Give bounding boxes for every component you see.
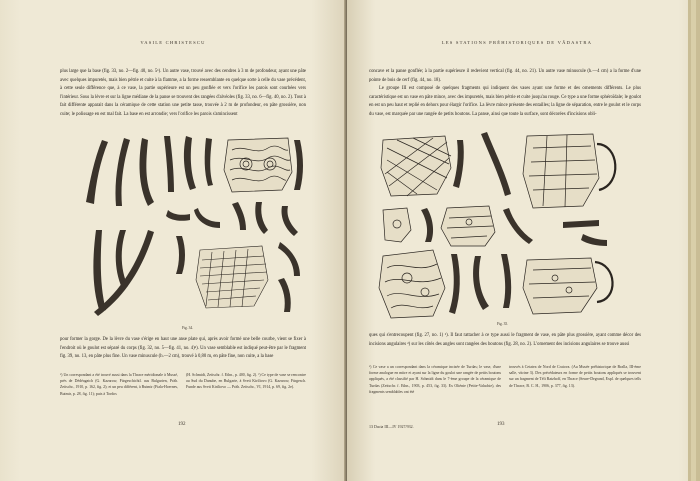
- figure-34-label: Fig. 34.: [182, 326, 194, 330]
- incised-sherd: [196, 246, 268, 308]
- sherd-profile: [93, 230, 106, 312]
- sherd-profile: [184, 136, 196, 190]
- left-page: [0, 0, 346, 481]
- sherd-profile: [164, 136, 174, 192]
- right-footnote-col-1: [369, 364, 501, 396]
- page-edge-strip: [688, 0, 700, 481]
- sherd-profile: [232, 202, 246, 230]
- incised-sherd: [381, 136, 451, 196]
- sherd-profile: [449, 254, 460, 314]
- sherd-profile: [278, 242, 300, 276]
- right-paragraph-top-2-text: Le groupe III est composé de quelques fragments qui indiquent des vases ayant une forme et des ornements différents. Le plus caractéristique est un vase en pâte mince, avec des impuretés, mais bien pétrie et cuite jusqu'au rouge. Ce type a une forme sphéroïdale; le goulot en est un peu haut et replié en dehors pour élargir l'orifice. La lèvre mince présente des entailles; la ligne de séparation, entre le goulot et le corps du vase, est marquée par une rangée de petits boutons. La panse, ainsi que toute la surface, sont décorées d'incisions obli-: [369, 86, 641, 117]
- jug-fragment-with-handle: [523, 134, 615, 208]
- left-footnote-col-1: [60, 372, 178, 398]
- sherd-profile: [255, 202, 268, 234]
- vessel-fragment: [441, 206, 495, 246]
- figure-34-pottery-fragments: [72, 130, 312, 330]
- left-page-number: 192: [178, 422, 186, 427]
- right-footnote-col-2: [509, 364, 641, 390]
- sherd-profile: [176, 236, 185, 274]
- sherd-profile: [166, 210, 190, 221]
- sherd-profile: [581, 234, 607, 246]
- right-page: [347, 0, 700, 481]
- sherd-profile: [282, 206, 299, 236]
- sherd-profile: [501, 254, 511, 308]
- sherd-profile: [503, 208, 533, 244]
- left-paragraph-bottom: [60, 336, 306, 362]
- figure-35-label: Fig. 35.: [497, 322, 509, 326]
- right-page-number: 193: [497, 422, 505, 427]
- sherd-profile: [86, 140, 108, 204]
- right-paragraph-bottom-text: ques qui s'entrecoupent (fig. 27, no. 1) ¹). Il faut rattacher à ce type aussi le fragment de vase, en pâte plus grossière, ayant comme décor des incisions angulaires ²) sur les côtés des angles sont rangées des boutons (fig. 28, no. 2). L'ornement des incisions angulaires se trouve aussi: [369, 333, 641, 347]
- sherd-profile: [194, 208, 220, 228]
- sherd-profile: [481, 132, 511, 196]
- sherd-profile: [421, 208, 433, 242]
- printer-signature: 13 Dacia III—IV 1927/932.: [369, 424, 414, 429]
- right-footnote-2-text: trouvés à Cetatea de Nord de Craiova. (Au Musée préhistorique de Bralla, III-ème salle, vitrine 3). Des précédateurs en forme de petits boutons appliqués se trouvent sur un fragment de Téli Ratzhoff, en Thrace (Seure-Degrand, Expl. de quelques tells de Thrace, B. C. H., 1906, p. 377, fig. 13).: [509, 365, 641, 388]
- right-paragraph-top-text: concave et la panse gonflée; à la partie supérieure il redevient vertical (fig. 44, no. 21). Un autre vase minuscule (h.—4 cm) a la forme d'une pointe de bois de cerf (fig. 44, no. 18).: [369, 69, 641, 83]
- sherd-profile: [473, 256, 489, 310]
- left-paragraph-bottom-text: pour former la gorge. De la lèvre du vase s'érige en haut une anse plate qui, après avoir formé une belle courbe, vient se fixer à l'endroit où le goulot est séparé du corps (fig. 32, no. 5—fig. 41, no. 4)²). Un vase semblable est indiqué peut-être par le fragment fig. 39, no. 13, en pâte plus fine. Un vase minuscule (h.—2 cm), trouvé à 0,80 m, en pâte fine, non cuite, a la base: [60, 337, 306, 359]
- cup-fragment-with-handle: [523, 258, 613, 314]
- sherd-profile: [278, 278, 291, 312]
- left-footnote-1-text: ¹) Un correspondant a été trouvé aussi dans la Thrace méridionale à Mussé, près de Dédéagatch (G. Kazarow, Fürgeschichtl. aus Bulgarien, Präh. Zeitschr., 1910, p. 162, fig. 2); et un peu différent, à Butmir (Fiala-Hoernes, Butmir, p. 28, fig. 11); puis à Tordos: [60, 373, 178, 396]
- sherd-profile: [140, 138, 154, 206]
- sherd-profile: [453, 140, 464, 188]
- right-running-header: LES STATIONS PRÉHISTORIQUES DE VÂDASTRA: [441, 40, 593, 45]
- figure-35-pottery-fragments: [377, 128, 637, 328]
- left-running-header: VASILE CHRISTESCU: [140, 40, 206, 45]
- left-paragraph-top: [60, 68, 306, 119]
- left-footnote-col-2: [186, 372, 306, 392]
- left-footnote-2-text: (H. Schmidt, Zeitschr. f. Ethn., p. 400, fig. 2). ²) Ce type de vase se rencontre au Sud du Danube, en Bulgarie, à Sveti Kiriliovo (G. Kazarow, Fürgesch. Funde aus Sveti Kiriliovo — Präh. Zeitschr., VI, 1914, p. 69, fig. 2e).: [186, 373, 306, 390]
- left-paragraph-top-text: plus large que la base (fig. 33, no. 2—fig. 40, no. 5¹). Un autre vase, trouvé avec des cendres à 3 m de profondeur, ayant une pâte avec quelques impuretés, mais bien pétrie et cuite à la flamme, a la forme ressemblante en quelque sorte à celle du vase précédent, à cette seule différence que, à ce vase, la partie supérieure est un peu gonflée et vers l'orifice les parois sont courbées vers l'intérieur. Sous la lèvre et sur la ligne médiane de la panse se trouvent des rangées d'alvéoles (fig. 33, no. 6—fig. 40, no. 2). Tout à fait différente apparait dans la céramique de cette station une petite tasse, trouvée à 2 m de profondeur, en pâte grossière, non cuite; le polissage en est mal fait. La base en est arrondie; vers l'orifice les parois s'amincissent: [60, 69, 306, 117]
- right-footnote-1-text: ¹) Ce vase a un correspondant dans la céramique incisée de Turdas; le vase, d'une forme analogue en mitre et ayant sur la ligne du goulot une rangée de petits boutons appliqués, a été classifié par H. Schmidt dans le 7-ème groupe de la céramique de Turdas (Zeitschr. f. Ethn., 1903, p. 453, fig. 33). Ex Olténie (Petite-Valachie), des fragments semblables ont été: [369, 365, 501, 394]
- sherd-profile: [115, 138, 130, 206]
- right-paragraph-bottom: [369, 332, 641, 349]
- decorated-sherd: [224, 138, 292, 192]
- small-sherd: [383, 208, 411, 242]
- sherd-profile: [294, 140, 303, 190]
- sherd-profile: [205, 138, 213, 186]
- right-paragraph-top: [369, 68, 641, 119]
- large-decorated-sherd: [379, 250, 445, 318]
- sherd-profile: [563, 220, 599, 228]
